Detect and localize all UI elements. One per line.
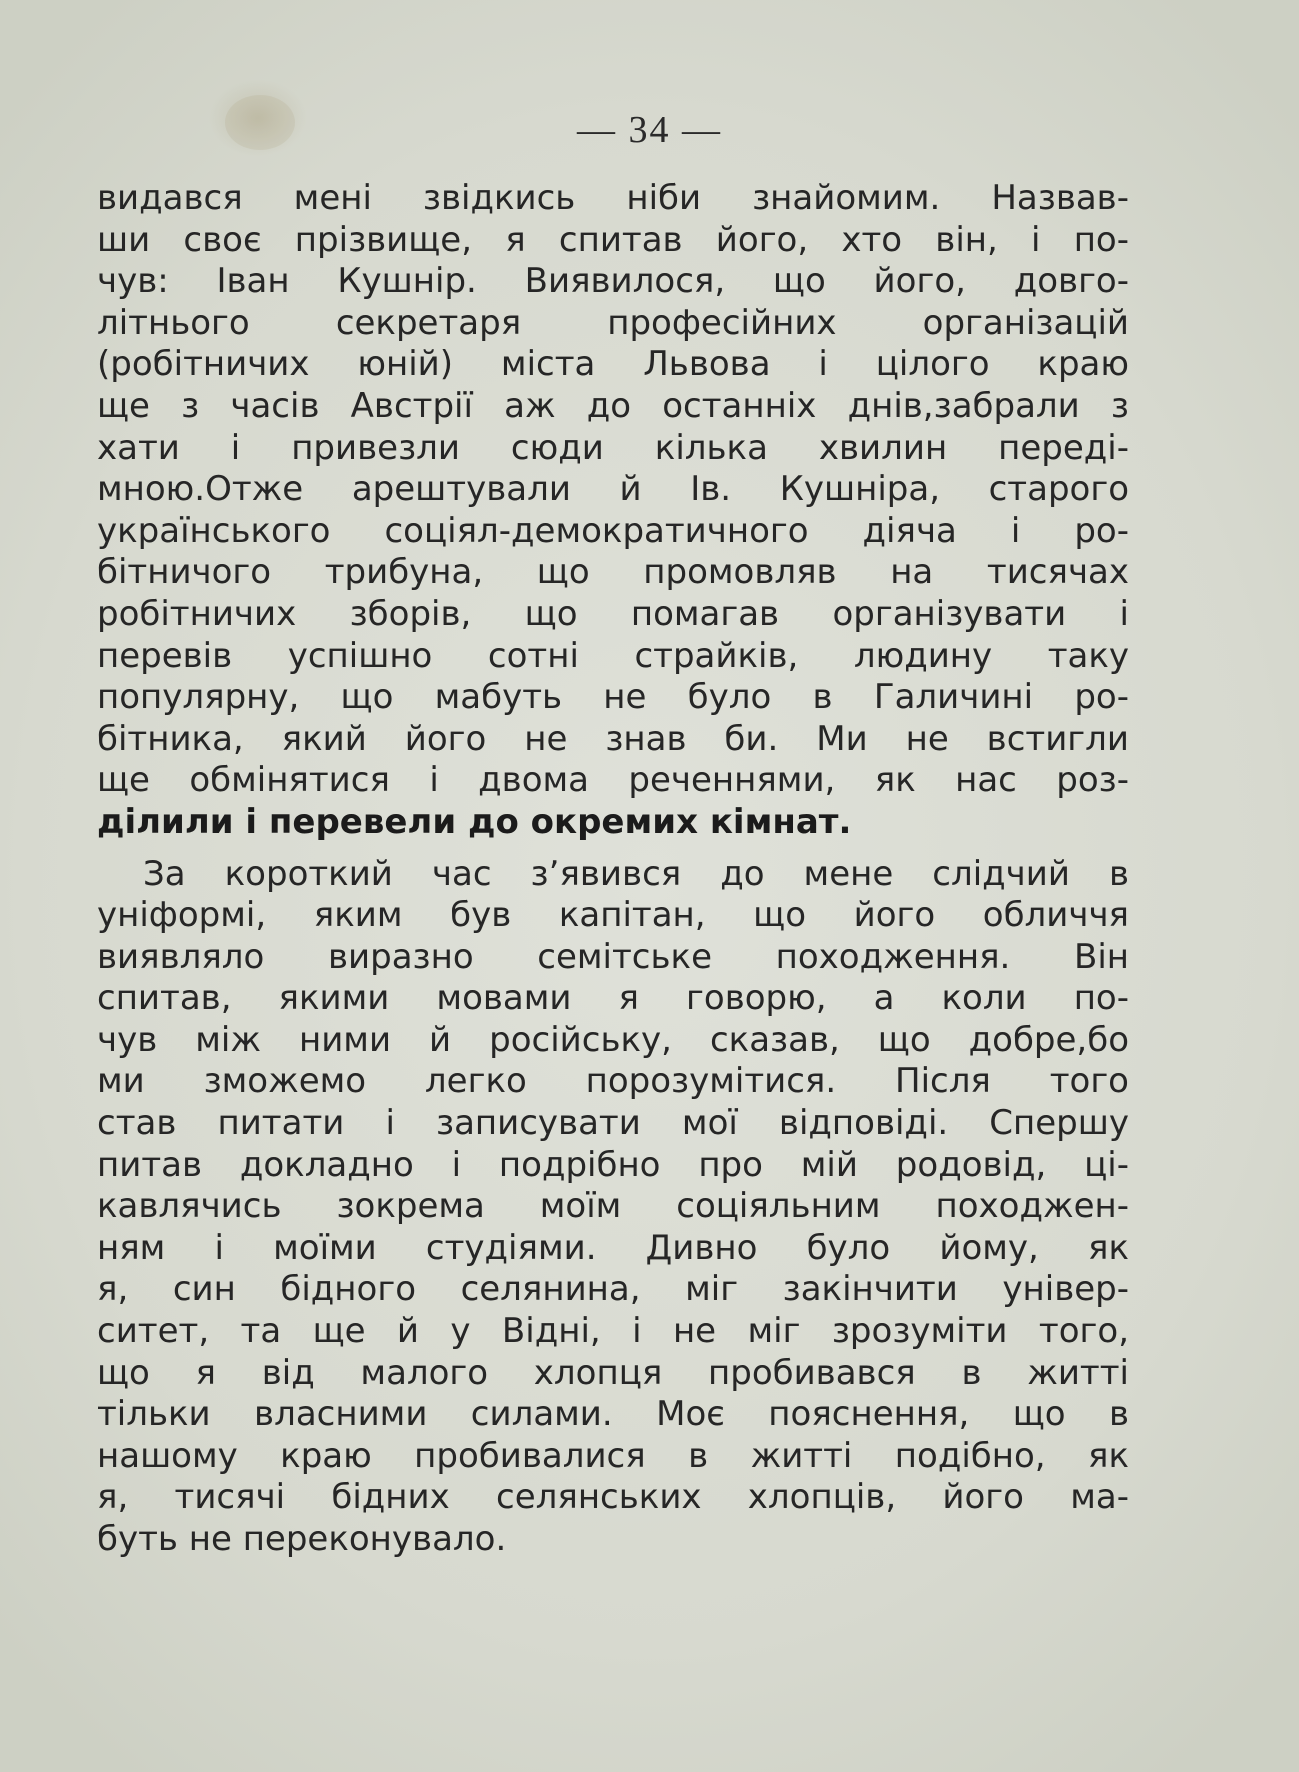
page-text (97, 178, 1129, 1561)
text-line: ситет, та ще й у Відні, і не міг зрозуміти того, (97, 1311, 1129, 1352)
text-line: За короткий час з’явився до мене слідчий в (143, 853, 1129, 894)
text-line: робітничих зборів, що помагав організувати і (97, 593, 1129, 634)
text-line: мною.Отже арештували й Ів. Кушніра, старого (97, 469, 1129, 510)
text-line: нашому краю пробивалися в житті подібно, як (97, 1435, 1129, 1476)
text-line: кавлячись зокрема моїм соціяльним походжен- (97, 1186, 1129, 1227)
text-line: бітника, який його не знав би. Ми не встигли (97, 718, 1129, 759)
paragraph-1 (97, 178, 1129, 844)
text-line: що я від малого хлопця пробивався в житті (97, 1352, 1129, 1393)
text-line: чув: Іван Кушнір. Виявилося, що його, довго- (97, 261, 1129, 302)
text-line: перевів успішно сотні страйків, людину таку (97, 635, 1129, 676)
paragraph-2 (97, 854, 1129, 1561)
text-line: українського соціял-демократичного діяча і ро- (97, 510, 1129, 551)
text-line: бітничого трибуна, що промовляв на тисячах (97, 552, 1129, 593)
text-line: ще з часів Австрії аж до останніх днів,забрали з (97, 385, 1129, 426)
text-line: хати і привезли сюди кілька хвилин переді- (97, 427, 1129, 468)
text-line: літнього секретаря професійних організацій (97, 302, 1129, 343)
text-line: (робітничих юній) міста Львова і цілого краю (97, 344, 1129, 385)
text-line: ми зможемо легко порозумітися. Після того (97, 1061, 1129, 1102)
text-line: чув між ними й російську, сказав, що добре,бо (97, 1019, 1129, 1060)
text-line: уніформі, яким був капітан, що його обличчя (97, 895, 1129, 936)
text-line: ши своє прізвище, я спитав його, хто він, і по- (97, 219, 1129, 260)
page-number: — 34 — (577, 109, 722, 151)
text-line: став питати і записувати мої відповіді. Спершу (97, 1103, 1129, 1144)
text-line: ням і моїми студіями. Дивно було йому, як (97, 1227, 1129, 1268)
text-line: я, син бідного селянина, міг закінчити універ- (97, 1269, 1129, 1310)
text-line: ще обмінятися і двома реченнями, як нас роз- (97, 760, 1129, 801)
text-line: ділили і перевели до окремих кімнат. (97, 801, 852, 842)
text-line: я, тисячі бідних селянських хлопців, його ма- (97, 1477, 1129, 1518)
text-line: виявляло виразно семітське походження. Він (97, 936, 1129, 977)
text-line: спитав, якими мовами я говорю, а коли по- (97, 978, 1129, 1019)
text-line: видався мені звідкись ніби знайомим. Назвав- (97, 178, 1129, 218)
paragraph-gap (97, 844, 1129, 854)
text-line: буть не переконувало. (97, 1519, 507, 1559)
text-line: тільки власними силами. Моє пояснення, що в (97, 1394, 1129, 1435)
text-line: питав докладно і подрібно про мій родовід, ці- (97, 1144, 1129, 1185)
text-line: популярну, що мабуть не було в Галичині ро- (97, 677, 1129, 718)
